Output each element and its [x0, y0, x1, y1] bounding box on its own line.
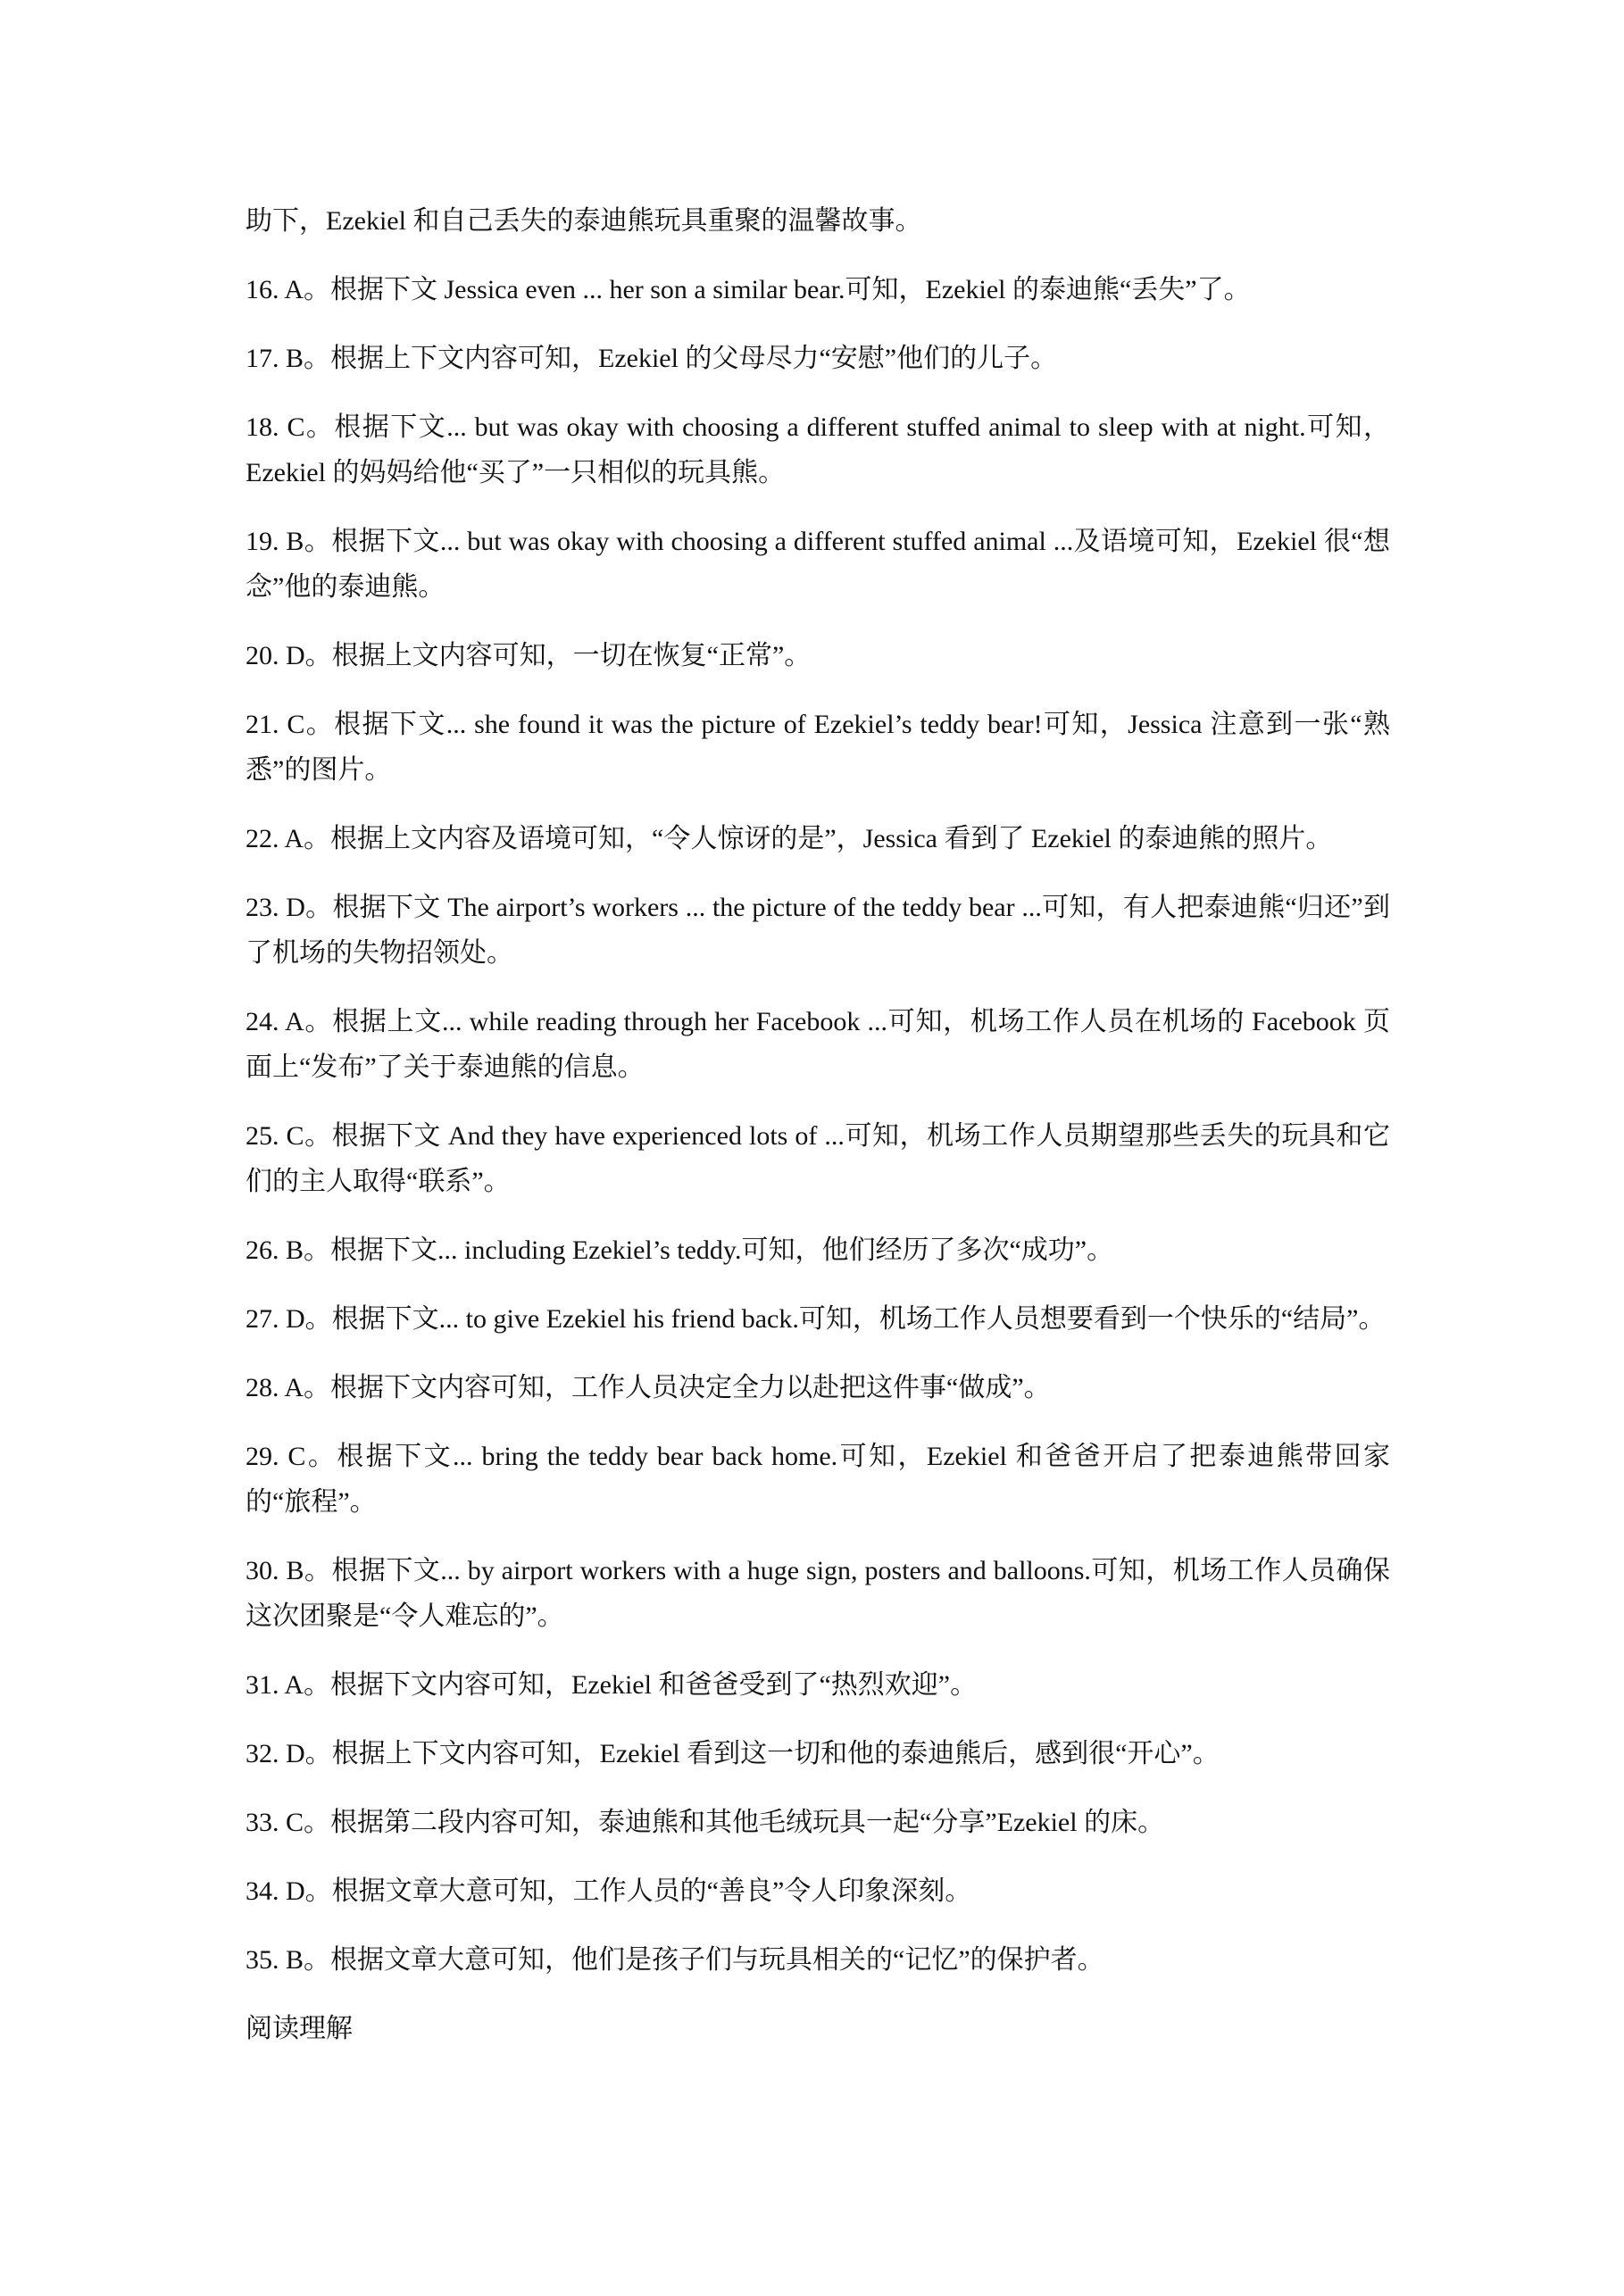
- answer-explanation-17: 17. B。根据上下文内容可知，Ezekiel 的父母尽力“安慰”他们的儿子。: [246, 344, 1058, 373]
- answer-explanation-35: 35. B。根据文章大意可知，他们是孩子们与玩具相关的“记忆”的保护者。: [246, 1945, 1104, 1975]
- section-heading-reading-comprehension: 阅读理解: [246, 2014, 353, 2043]
- answer-explanation-28: 28. A。根据下文内容可知，工作人员决定全力以赴把这件事“做成”。: [246, 1373, 1051, 1402]
- answer-explanation-31: 31. A。根据下文内容可知，Ezekiel 和爸爸受到了“热烈欢迎”。: [246, 1670, 978, 1700]
- answer-explanation-34: 34. D。根据文章大意可知，工作人员的“善良”令人印象深刻。: [246, 1876, 972, 1906]
- answer-explanation-24: 24. A。根据上文... while reading through her Facebook ...可知，机场工作人员在机场的 Facebook 页面上“发布”了关于泰迪熊的信息。: [246, 1007, 1390, 1082]
- answer-explanation-25: 25. C。根据下文 And they have experienced lots of ...可知，机场工作人员期望那些丢失的玩具和它们的主人取得“联系”。: [246, 1121, 1390, 1196]
- answer-explanation-23: 23. D。根据下文 The airport’s workers ... the picture of the teddy bear ...可知，有人把泰迪熊“归还”到了机场的失物招领处。: [246, 893, 1390, 968]
- answer-explanation-27: 27. D。根据下文... to give Ezekiel his friend back.可知，机场工作人员想要看到一个快乐的“结局”。: [246, 1304, 1386, 1334]
- answer-explanation-33: 33. C。根据第二段内容可知，泰迪熊和其他毛绒玩具一起“分享”Ezekiel 的床。: [246, 1808, 1165, 1837]
- answer-explanation-26: 26. B。根据下文... including Ezekiel’s teddy.可知，他们经历了多次“成功”。: [246, 1235, 1114, 1265]
- intro-continuation: 助下，Ezekiel 和自己丢失的泰迪熊玩具重聚的温馨故事。: [246, 206, 922, 236]
- answer-explanation-16: 16. A。根据下文 Jessica even ... her son a similar bear.可知，Ezekiel 的泰迪熊“丢失”了。: [246, 275, 1251, 304]
- answer-explanation-19: 19. B。根据下文... but was okay with choosing a different stuffed animal ...及语境可知，Ezekiel 很“想念”他的泰迪熊。: [246, 527, 1390, 602]
- answer-explanation-20: 20. D。根据上文内容可知，一切在恢复“正常”。: [246, 641, 812, 670]
- answer-explanation-32: 32. D。根据上下文内容可知，Ezekiel 看到这一切和他的泰迪熊后，感到很“开心”。: [246, 1739, 1220, 1768]
- answer-explanation-18: 18. C。根据下文... but was okay with choosing a different stuffed animal to sleep with at night.可知，Ezekiel 的妈妈给他“买了”一只相似的玩具熊。: [246, 412, 1390, 487]
- answer-explanation-29: 29. C。根据下文... bring the teddy bear back home.可知，Ezekiel 和爸爸开启了把泰迪熊带回家的“旅程”。: [246, 1442, 1390, 1517]
- document-page: [246, 198, 1390, 2051]
- answer-explanation-30: 30. B。根据下文... by airport workers with a huge sign, posters and balloons.可知，机场工作人员确保这次团聚是“令人难忘的”。: [246, 1556, 1390, 1631]
- answer-explanation-22: 22. A。根据上文内容及语境可知，“令人惊讶的是”，Jessica 看到了 Ezekiel 的泰迪熊的照片。: [246, 824, 1333, 853]
- answer-explanation-21: 21. C。根据下文... she found it was the picture of Ezekiel’s teddy bear!可知，Jessica 注意到一张“熟悉”的图片。: [246, 710, 1390, 785]
